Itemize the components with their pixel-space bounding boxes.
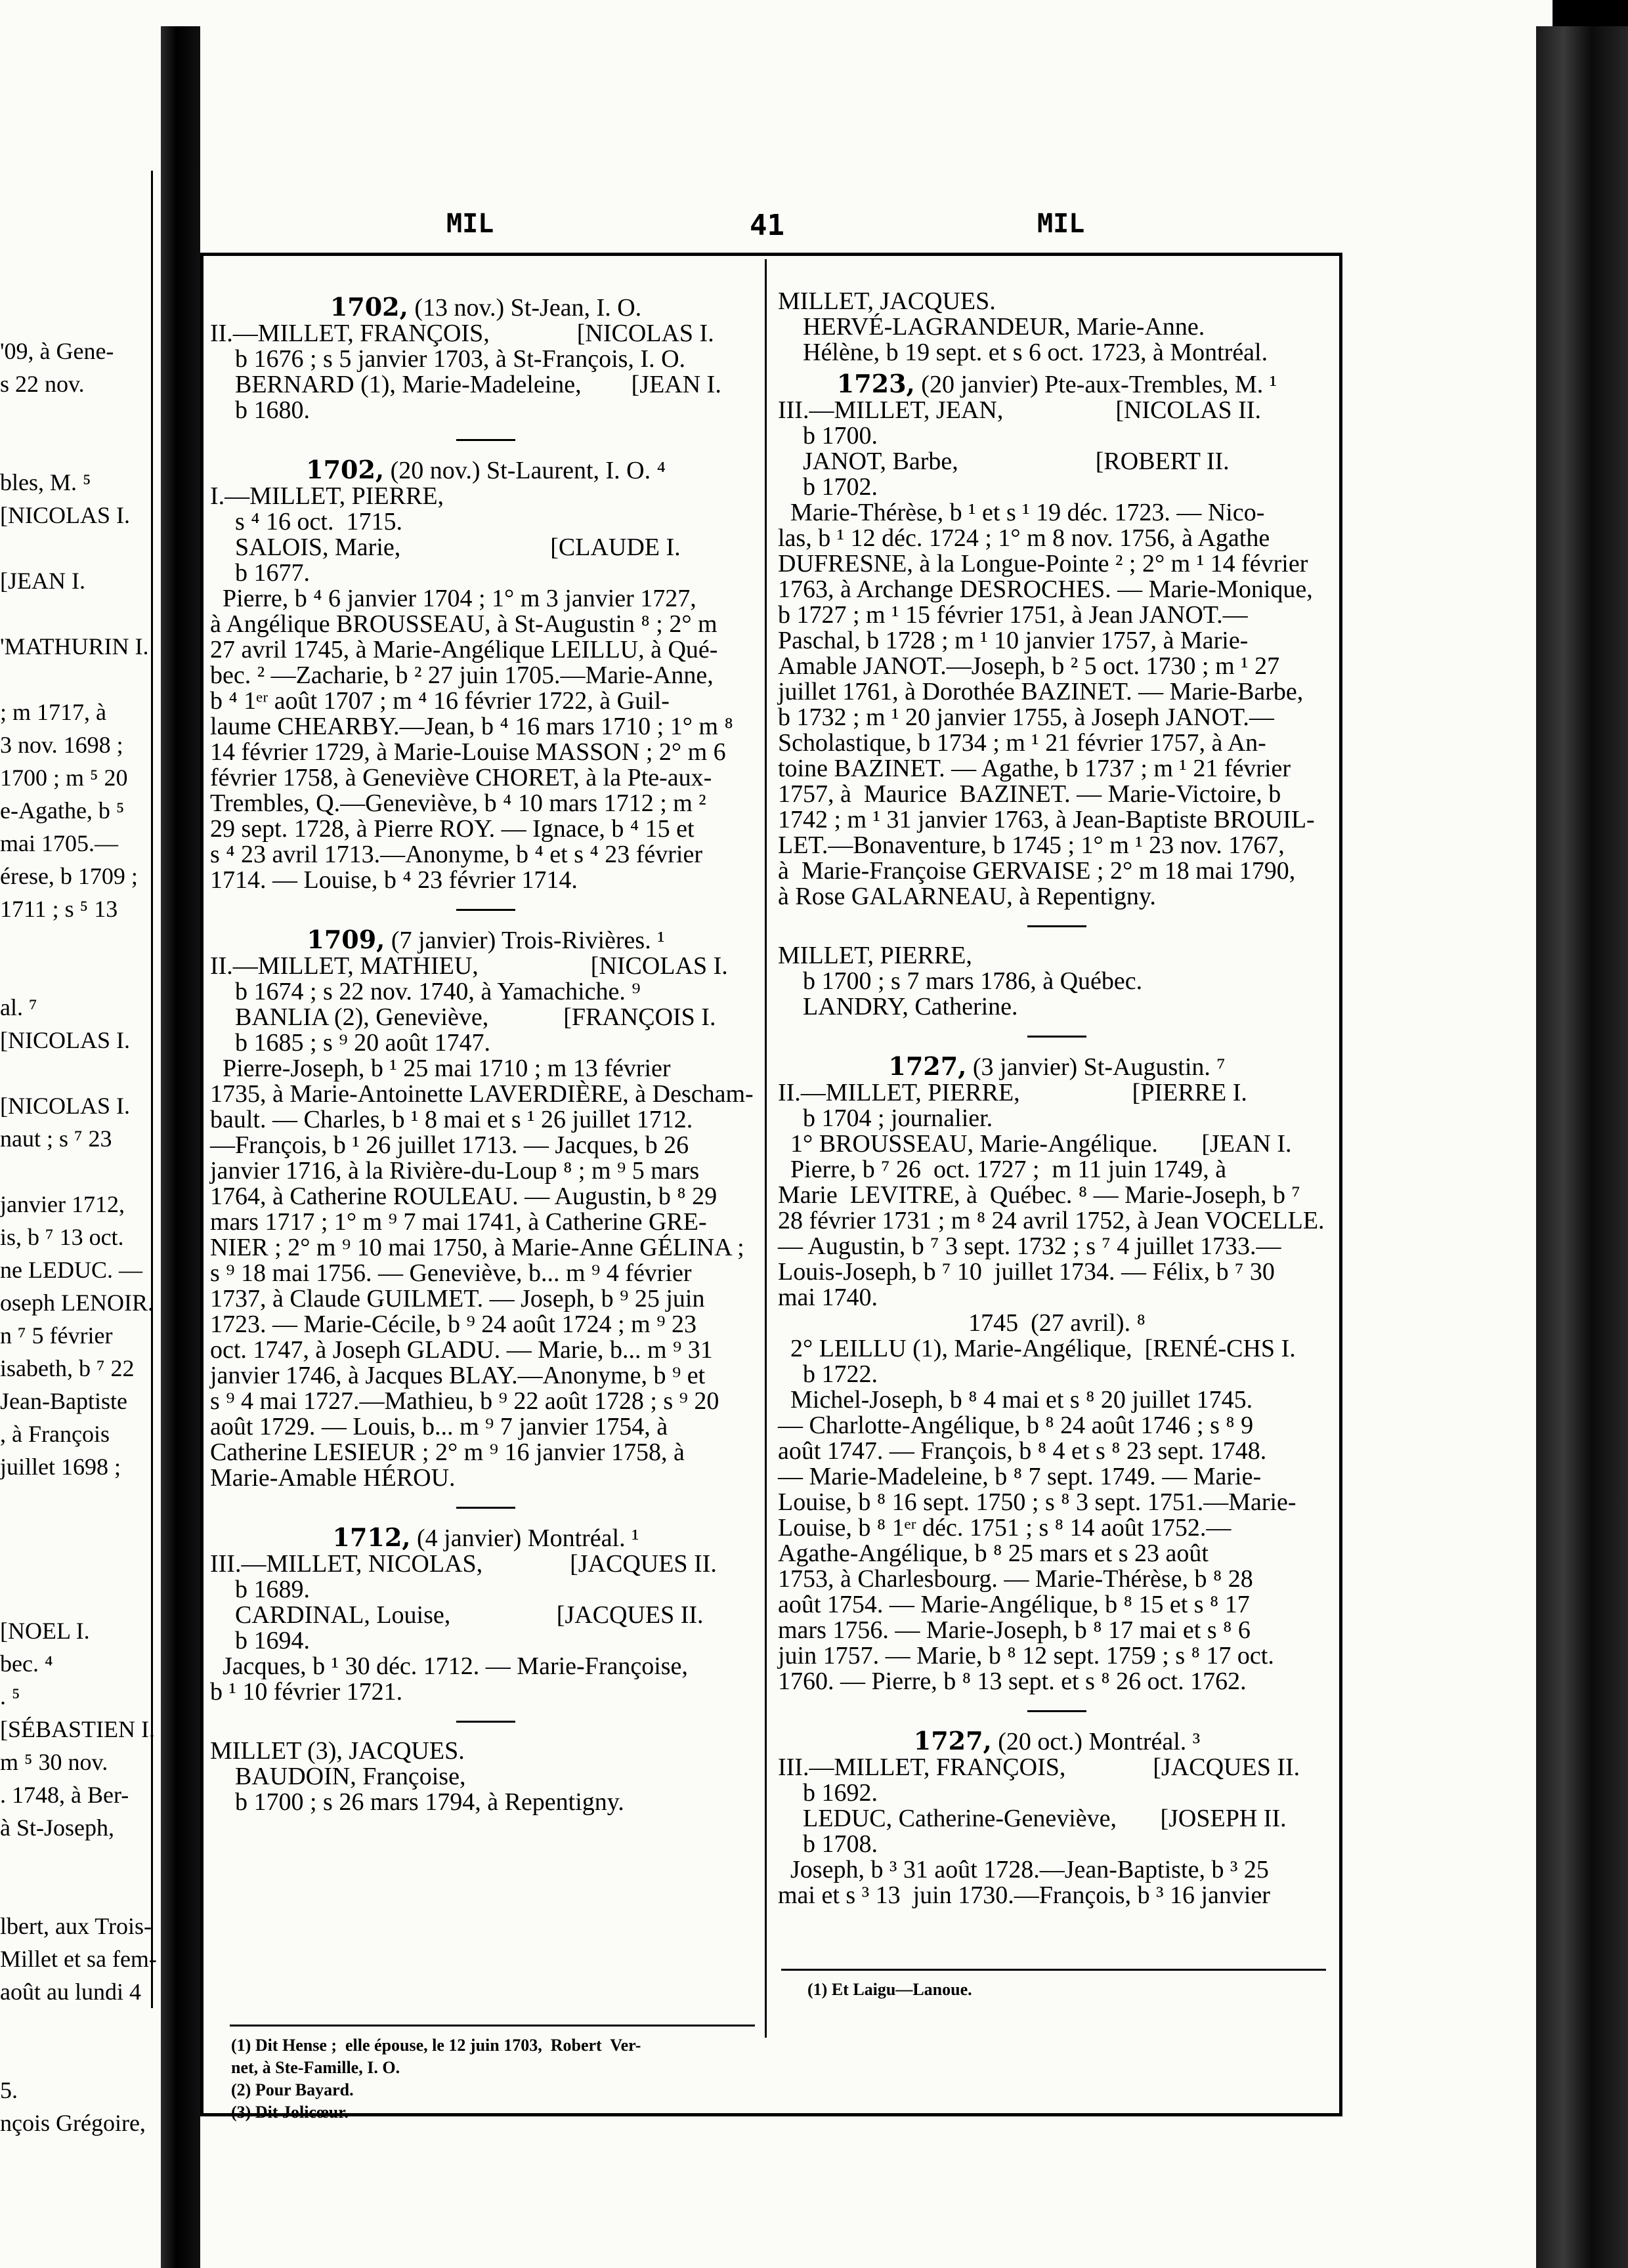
text-line: SALOIS, Marie, [CLAUDE I.	[210, 534, 681, 561]
text-line: DUFRESNE, à la Longue-Pointe ² ; 2° m ¹ 14 février	[778, 550, 1308, 578]
marriage-heading	[778, 1053, 1336, 1080]
text-line: Agathe-Angélique, b ⁸ 25 mars et s 23 août	[778, 1540, 1209, 1567]
text-line: août 1747. — François, b ⁸ 4 et s ⁸ 23 sept. 1748.	[778, 1437, 1267, 1465]
text-line: b 1722.	[778, 1360, 878, 1388]
text-line: Trembles, Q.—Geneviève, b ⁴ 10 mars 1712 ; m ²	[210, 789, 706, 817]
left-page-line: bec. ⁴	[0, 1650, 53, 1677]
left-page-fragment	[0, 171, 157, 2136]
column-left	[210, 289, 761, 2015]
left-page-line: Jean-Baptiste	[0, 1388, 127, 1414]
left-page-line: is, b ⁷ 13 oct.	[0, 1224, 124, 1250]
left-page-line: 1711 ; s ⁵ 13	[0, 896, 118, 922]
text-line: III.—MILLET, FRANÇOIS, [JACQUES II.	[778, 1754, 1300, 1781]
text-line: BANLIA (2), Geneviève, [FRANÇOIS I.	[210, 1003, 716, 1031]
text-line: janvier 1746, à Jacques BLAY.—Anonyme, b ⁹ et	[210, 1362, 706, 1389]
text-line: LANDRY, Catherine.	[778, 993, 1018, 1020]
left-page-line: isabeth, b ⁷ 22	[0, 1355, 135, 1381]
left-page-line: 5.	[0, 2077, 18, 2103]
footnote-rule-right	[781, 1969, 1326, 1971]
marriage-heading	[210, 927, 761, 954]
footnote: (2) Pour Bayard.	[231, 2080, 354, 2099]
text-line: janvier 1716, à la Rivière-du-Loup ⁸ ; m ⁹ 5 mars	[210, 1157, 700, 1185]
text-line: BERNARD (1), Marie-Madeleine, [JEAN I.	[210, 371, 721, 398]
text-line: Louis-Joseph, b ⁷ 10 juillet 1734. — Félix, b ⁷ 30	[778, 1258, 1275, 1286]
text-line: Louise, b ⁸ 16 sept. 1750 ; s ⁸ 3 sept. 1751.—Marie-	[778, 1488, 1296, 1516]
text-line: MILLET (3), JACQUES.	[210, 1737, 465, 1765]
left-page-line: '09, à Gene-	[0, 338, 114, 364]
marriage-place: (7 janvier) Trois-Rivières. ¹	[385, 927, 665, 954]
marriage-place: (20 oct.) Montréal. ³	[991, 1728, 1201, 1755]
section-separator	[456, 909, 515, 911]
left-page-line: m ⁵ 30 nov.	[0, 1749, 108, 1775]
text-line: 1757, à Maurice BAZINET. — Marie-Victoire, b	[778, 780, 1281, 808]
left-page-line: 'MATHURIN I.	[0, 633, 149, 660]
text-line: Joseph, b ³ 31 août 1728.—Jean-Baptiste, b ³ 25	[778, 1856, 1269, 1883]
text-line: 1753, à Charlesbourg. — Marie-Thérèse, b ⁸ 28	[778, 1565, 1253, 1593]
left-page-frame	[0, 171, 157, 2008]
text-line: Amable JANOT.—Joseph, b ² 5 oct. 1730 ; m ¹ 27	[778, 652, 1280, 680]
text-line: 29 sept. 1728, à Pierre ROY. — Ignace, b ⁴ 15 et	[210, 815, 695, 843]
left-page-line: [NICOLAS I.	[0, 502, 130, 528]
left-page-line: ; m 1717, à	[0, 699, 106, 725]
text-line: 14 février 1729, à Marie-Louise MASSON ; 2° m 6	[210, 738, 726, 766]
text-line: 27 avril 1745, à Marie-Angélique LEILLU, à Qué-	[210, 636, 718, 663]
text-line: b ¹ 10 février 1721.	[210, 1678, 403, 1706]
text-line: b 1692.	[778, 1779, 878, 1807]
footnote-rule-left	[230, 2025, 755, 2026]
book-binding	[161, 26, 200, 2268]
marriage-heading	[778, 1728, 1336, 1755]
page-edges	[1536, 26, 1628, 2268]
left-page-line: s 22 nov.	[0, 371, 85, 397]
text-line: Hélène, b 19 sept. et s 6 oct. 1723, à Montréal.	[778, 339, 1268, 366]
marriage-year: 1702,	[330, 292, 408, 322]
text-line: CARDINAL, Louise, [JACQUES II.	[210, 1601, 704, 1629]
footnote: (1) Et Laigu—Lanoue.	[807, 1980, 972, 1999]
marriage-year: 1723,	[836, 369, 915, 398]
text-line: II.—MILLET, PIERRE, [PIERRE I.	[778, 1079, 1247, 1106]
text-line: MILLET, PIERRE,	[778, 942, 972, 969]
marriage-heading	[210, 457, 761, 484]
text-line: à Rose GALARNEAU, à Repentigny.	[778, 883, 1156, 910]
text-line: — Marie-Madeleine, b ⁸ 7 sept. 1749. — Marie-	[778, 1463, 1262, 1490]
text-line: MILLET, JACQUES.	[778, 287, 996, 315]
text-line: à Angélique BROUSSEAU, à St-Augustin ⁸ ; 2° m	[210, 610, 718, 638]
text-line: toine BAZINET. — Agathe, b 1737 ; m ¹ 21 février	[778, 755, 1291, 782]
text-line: 1723. — Marie-Cécile, b ⁹ 24 août 1724 ; m ⁹ 23	[210, 1311, 696, 1338]
left-page-line	[0, 2008, 148, 2041]
text-line: II.—MILLET, FRANÇOIS, [NICOLAS I.	[210, 320, 714, 347]
left-page-line: , à François	[0, 1421, 110, 1447]
text-line: laume CHEARBY.—Jean, b ⁴ 16 mars 1710 ; 1° m ⁸	[210, 713, 733, 740]
left-page-line: janvier 1712,	[0, 1191, 125, 1217]
text-line: b 1680.	[210, 396, 310, 424]
marriage-year: 1727,	[888, 1051, 967, 1081]
text-line: — Charlotte-Angélique, b ⁸ 24 août 1746 ; s ⁸ 9	[778, 1412, 1254, 1439]
left-page-line: [NICOLAS I.	[0, 1093, 130, 1119]
marriage-year: 1702,	[306, 455, 385, 484]
marriage-heading	[210, 294, 761, 321]
text-line: mai et s ³ 13 juin 1730.—François, b ³ 16 janvier	[778, 1881, 1270, 1909]
left-page-line: . 1748, à Ber-	[0, 1782, 129, 1808]
left-page-line: mai 1705.—	[0, 830, 118, 856]
text-line: Pierre, b ⁴ 6 janvier 1704 ; 1° m 3 janvier 1727,	[210, 585, 696, 612]
text-line: juin 1757. — Marie, b ⁸ 12 sept. 1759 ; s ⁸ 17 oct.	[778, 1642, 1274, 1670]
text-line: LET.—Bonaventure, b 1745 ; 1° m ¹ 23 nov. 1767,	[778, 831, 1285, 859]
text-line: s ⁹ 18 mai 1756. — Geneviève, b... m ⁹ 4 février	[210, 1259, 692, 1287]
text-line: —François, b ¹ 26 juillet 1713. — Jacques, b 26	[210, 1131, 689, 1159]
left-page-line: 3 nov. 1698 ;	[0, 732, 123, 758]
left-page-line: à St-Joseph,	[0, 1815, 114, 1841]
left-page-line: . ⁵	[0, 1683, 20, 1710]
footnotes-left	[231, 2034, 763, 2124]
text-line: Marie LEVITRE, à Québec. ⁸ — Marie-Joseph, b ⁷	[778, 1181, 1300, 1209]
text-line: b 1676 ; s 5 janvier 1703, à St-François, I. O.	[210, 345, 686, 373]
text-line: s ⁹ 4 mai 1727.—Mathieu, b ⁹ 22 août 1728 ; s ⁹ 20	[210, 1387, 719, 1415]
left-page-line: 1700 ; m ⁵ 20	[0, 765, 128, 791]
text-line: b 1700 ; s 26 mars 1794, à Repentigny.	[210, 1788, 624, 1816]
left-page-line: ne LEDUC. —	[0, 1257, 142, 1283]
text-line: b 1694.	[210, 1627, 310, 1654]
text-line: b 1685 ; s ⁹ 20 août 1747.	[210, 1029, 491, 1057]
section-separator	[1027, 925, 1086, 927]
left-page-line: e-Agathe, b ⁵	[0, 797, 125, 824]
text-line: b 1727 ; m ¹ 15 février 1751, à Jean JANOT.—	[778, 601, 1248, 629]
section-separator	[456, 1721, 515, 1723]
text-line: I.—MILLET, PIERRE,	[210, 482, 444, 510]
text-line: oct. 1747, à Joseph GLADU. — Marie, b... m ⁹ 31	[210, 1336, 713, 1364]
text-line: bault. — Charles, b ¹ 8 mai et s ¹ 26 juillet 1712.	[210, 1106, 693, 1133]
text-line: Pierre-Joseph, b ¹ 25 mai 1710 ; m 13 février	[210, 1055, 671, 1082]
footnotes-right	[807, 1979, 1333, 2001]
left-page-line: [SÉBASTIEN I.	[0, 1716, 155, 1742]
column-divider	[765, 259, 767, 2038]
text-line: août 1729. — Louis, b... m ⁹ 7 janvier 1754, à	[210, 1413, 668, 1440]
marriage-place: (20 nov.) St-Laurent, I. O. ⁴	[384, 457, 666, 484]
left-page-line: août au lundi 4	[0, 1979, 141, 2005]
left-page-line	[0, 2041, 148, 2074]
text-line: 1735, à Marie-Antoinette LAVERDIÈRE, à Descham-	[210, 1080, 754, 1108]
footnote: (3) Dit Jolicœur.	[231, 2103, 349, 2122]
text-line: b 1708.	[778, 1830, 878, 1858]
left-page-line: bles, M. ⁵	[0, 469, 91, 495]
text-line: — Augustin, b ⁷ 3 sept. 1732 ; s ⁷ 4 juillet 1733.—	[778, 1232, 1281, 1260]
marriage-place: (3 janvier) St-Augustin. ⁷	[966, 1053, 1226, 1081]
marriage-heading	[778, 371, 1336, 398]
text-line: Louise, b ⁸ 1ᵉʳ déc. 1751 ; s ⁸ 14 août 1752.—	[778, 1514, 1232, 1542]
text-line: s ⁴ 23 avril 1713.—Anonyme, b ⁴ et s ⁴ 23 février	[210, 841, 702, 868]
marriage-place: (4 janvier) Montréal. ¹	[410, 1524, 639, 1552]
text-line: 1° BROUSSEAU, Marie-Angélique. [JEAN I.	[778, 1130, 1292, 1158]
section-separator	[1027, 1036, 1086, 1038]
section-separator	[1027, 1710, 1086, 1712]
text-line: 1737, à Claude GUILMET. — Joseph, b ⁹ 25 juin	[210, 1285, 705, 1312]
text-line: b ⁴ 1ᵉʳ août 1707 ; m ⁴ 16 février 1722, à Guil-	[210, 687, 670, 715]
marriage-place: (13 nov.) St-Jean, I. O.	[408, 294, 642, 322]
text-line: février 1758, à Geneviève CHORET, à la Pte-aux-	[210, 764, 712, 791]
text-line: 1760. — Pierre, b ⁸ 13 sept. et s ⁸ 26 oct. 1762.	[778, 1668, 1247, 1695]
text-line: Catherine LESIEUR ; 2° m ⁹ 16 janvier 1758, à	[210, 1438, 685, 1466]
text-line: mai 1740.	[778, 1284, 878, 1311]
marriage-year: 1709,	[307, 925, 385, 954]
text-line: II.—MILLET, MATHIEU, [NICOLAS I.	[210, 952, 728, 980]
text-line: 1764, à Catherine ROULEAU. — Augustin, b ⁸ 29	[210, 1183, 718, 1210]
left-page-line: al. ⁷	[0, 994, 37, 1020]
section-separator	[456, 439, 515, 441]
marriage-year: 1727,	[913, 1726, 992, 1755]
text-line: b 1700 ; s 7 mars 1786, à Québec.	[778, 967, 1143, 995]
text-line: Marie-Thérèse, b ¹ et s ¹ 19 déc. 1723. — Nico-	[778, 499, 1265, 526]
left-page-line: [JEAN I.	[0, 568, 85, 594]
marriage-place: (20 janvier) Pte-aux-Trembles, M. ¹	[914, 371, 1277, 398]
text-line: mars 1756. — Marie-Joseph, b ⁸ 17 mai et s ⁸ 6	[778, 1616, 1251, 1644]
text-line: à Marie-Françoise GERVAISE ; 2° m 18 mai 1790,	[778, 857, 1296, 885]
text-line: août 1754. — Marie-Angélique, b ⁸ 15 et s ⁸ 17	[778, 1591, 1250, 1618]
page-number: 41	[750, 209, 784, 242]
text-line: mars 1717 ; 1° m ⁹ 7 mai 1741, à Catherine GRE-	[210, 1208, 707, 1236]
left-page-line: nçois Grégoire,	[0, 2110, 146, 2136]
text-line: NIER ; 2° m ⁹ 10 mai 1750, à Marie-Anne GÉLINA ;	[210, 1234, 744, 1261]
text-line: b 1732 ; m ¹ 20 janvier 1755, à Joseph JANOT.—	[778, 704, 1274, 731]
text-line: Paschal, b 1728 ; m ¹ 10 janvier 1757, à Marie-	[778, 627, 1249, 654]
text-line: 1714. — Louise, b ⁴ 23 février 1714.	[210, 866, 578, 894]
text-line: bec. ² —Zacharie, b ² 27 juin 1705.—Marie-Anne,	[210, 662, 714, 689]
text-line: 1742 ; m ¹ 31 janvier 1763, à Jean-Baptiste BROUIL-	[778, 806, 1315, 833]
text-line: Jacques, b ¹ 30 déc. 1712. — Marie-Françoise,	[210, 1652, 688, 1680]
text-line: Michel-Joseph, b ⁸ 4 mai et s ⁸ 20 juillet 1745.	[778, 1386, 1253, 1414]
marriage-year: 1712,	[332, 1522, 411, 1552]
section-separator	[456, 1507, 515, 1509]
left-page-line: Millet et sa fem-	[0, 1946, 157, 1972]
text-line: b 1702.	[778, 473, 878, 501]
text-line: juillet 1761, à Dorothée BAZINET. — Marie-Barbe,	[778, 678, 1304, 705]
text-line: b 1689.	[210, 1576, 310, 1603]
left-page-line: érese, b 1709 ;	[0, 863, 138, 889]
text-line: b 1677.	[210, 559, 310, 587]
text-line: b 1674 ; s 22 nov. 1740, à Yamachiche. ⁹	[210, 978, 641, 1005]
left-page-line: [NICOLAS I.	[0, 1027, 130, 1053]
text-line: III.—MILLET, NICOLAS, [JACQUES II.	[210, 1550, 717, 1578]
left-page-line: n ⁷ 5 février	[0, 1322, 113, 1349]
left-page-line: [NOEL I.	[0, 1618, 90, 1644]
column-right	[778, 289, 1336, 1949]
text-line: Scholastique, b 1734 ; m ¹ 21 février 1757, à An-	[778, 729, 1266, 757]
text-line: b 1700.	[778, 422, 878, 450]
text-line: JANOT, Barbe, [ROBERT II.	[778, 448, 1230, 475]
left-page-line: naut ; s ⁷ 23	[0, 1125, 112, 1152]
text-line: b 1704 ; journalier.	[778, 1104, 993, 1132]
text-line: HERVÉ-LAGRANDEUR, Marie-Anne.	[778, 313, 1205, 341]
text-line: 28 février 1731 ; m ⁸ 24 avril 1752, à Jean VOCELLE.	[778, 1207, 1325, 1234]
footnote: (1) Dit Hense ; elle épouse, le 12 juin 1703, Robert Ver-	[231, 2036, 641, 2055]
text-line: s ⁴ 16 oct. 1715.	[210, 508, 402, 536]
header-left: MIL	[446, 209, 494, 239]
text-line: Marie-Amable HÉROU.	[210, 1464, 456, 1492]
text-line: BAUDOIN, Françoise,	[210, 1763, 466, 1790]
text-line: LEDUC, Catherine-Geneviève, [JOSEPH II.	[778, 1805, 1287, 1832]
footnote: net, à Ste-Famille, I. O.	[231, 2058, 400, 2077]
header-right: MIL	[1037, 209, 1085, 239]
left-page-line: lbert, aux Trois-	[0, 1913, 152, 1939]
left-page-line: oseph LENOIR.	[0, 1290, 154, 1316]
text-line: 1763, à Archange DESROCHES. — Marie-Monique,	[778, 576, 1313, 603]
left-page-line: juillet 1698 ;	[0, 1454, 121, 1480]
text-line: las, b ¹ 12 déc. 1724 ; 1° m 8 nov. 1756, à Agathe	[778, 524, 1270, 552]
centered-date: 1745 (27 avril). ⁸	[968, 1309, 1146, 1337]
text-line: III.—MILLET, JEAN, [NICOLAS II.	[778, 396, 1261, 424]
text-line: Pierre, b ⁷ 26 oct. 1727 ; m 11 juin 1749, à	[778, 1156, 1227, 1183]
marriage-heading	[210, 1524, 761, 1551]
text-line: 2° LEILLU (1), Marie-Angélique, [RENÉ-CHS I.	[778, 1335, 1296, 1362]
